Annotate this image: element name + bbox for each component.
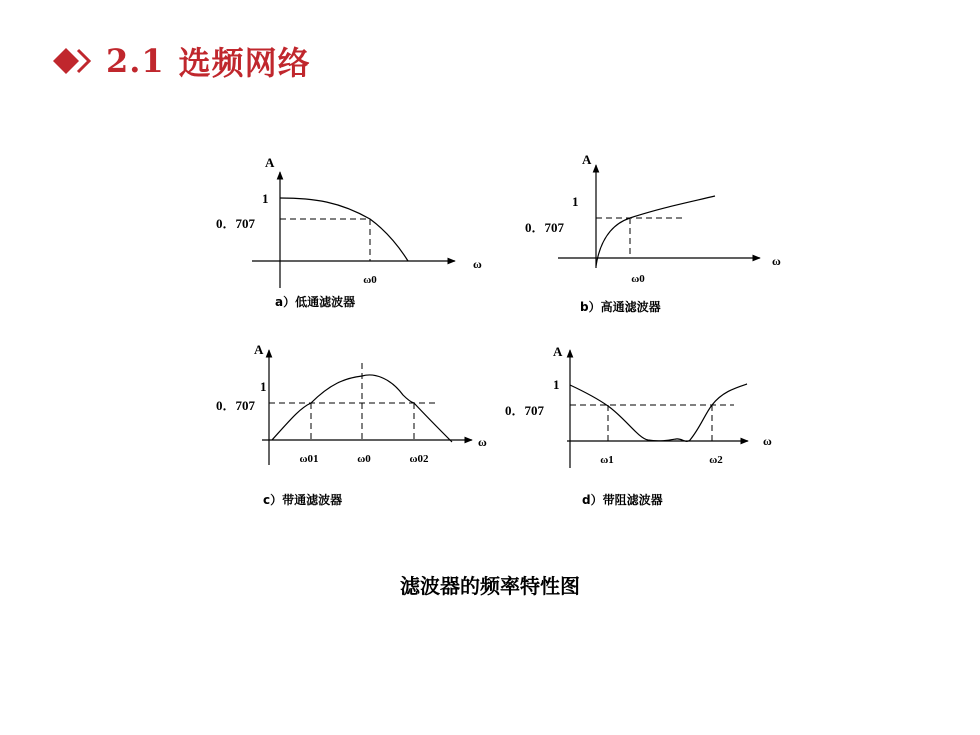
plot-a-y-label: A <box>265 155 275 170</box>
plot-b-high-pass <box>525 152 781 314</box>
plot-c-x-label: ω <box>478 435 487 449</box>
plot-c-y-label: A <box>254 342 264 357</box>
plot-b-level-one: 1 <box>572 194 579 209</box>
plot-a-caption: a）低通滤波器 <box>275 295 356 309</box>
plot-d-x-label: ω <box>763 434 772 448</box>
plot-d-band-stop <box>505 344 772 507</box>
plot-a-marker-0: ω0 <box>363 274 377 286</box>
plot-c-caption: c）带通滤波器 <box>263 493 343 507</box>
plot-c-marker-2: ω02 <box>409 453 429 465</box>
plot-c-half-power-label: 0．707 <box>216 398 256 413</box>
plot-c-marker-1: ω0 <box>357 453 371 465</box>
plot-d-marker-1: ω2 <box>709 454 723 466</box>
plot-a-x-label: ω <box>473 257 482 271</box>
section-title: 选频网络 <box>178 44 311 82</box>
figure-caption: 滤波器的频率特性图 <box>400 574 580 598</box>
plot-a-low-pass <box>216 155 482 309</box>
plot-b-response-curve <box>596 196 715 266</box>
plot-b-y-label: A <box>582 152 592 167</box>
plot-d-marker-0: ω1 <box>600 454 614 466</box>
plot-b-half-power-label: 0．707 <box>525 220 565 235</box>
plot-a-half-power-label: 0．707 <box>216 216 256 231</box>
plot-c-marker-0: ω01 <box>299 453 319 465</box>
plot-a-level-one: 1 <box>262 191 269 206</box>
plot-d-caption: d）带阻滤波器 <box>582 493 663 507</box>
plot-b-caption: b）高通滤波器 <box>580 300 661 314</box>
plot-b-x-label: ω <box>772 254 781 268</box>
plot-d-level-one: 1 <box>553 377 560 392</box>
plot-d-y-label: A <box>553 344 563 359</box>
plot-b-marker-0: ω0 <box>631 273 645 285</box>
plot-c-level-one: 1 <box>260 379 267 394</box>
plot-c-band-pass <box>216 342 487 507</box>
plot-d-half-power-label: 0．707 <box>505 403 545 418</box>
plot-d-response-curve <box>570 384 747 441</box>
section-number: 2.1 <box>106 42 165 80</box>
plot-a-response-curve <box>280 198 408 261</box>
